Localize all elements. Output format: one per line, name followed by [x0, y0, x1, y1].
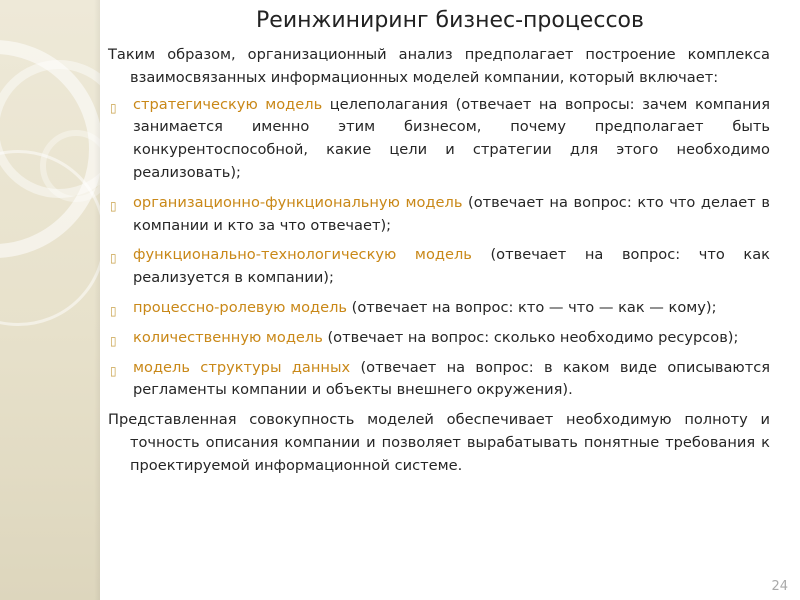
intro-paragraph: Таким образом, организационный анализ предполагает построение комплекса взаимосвязанных информационных моделей компании, который включает: — [108, 46, 770, 86]
list-item — [108, 244, 770, 290]
model-term: модель структуры данных — [133, 358, 351, 376]
model-term: организационно-функциональную модель — [133, 193, 463, 211]
slide-body — [108, 44, 770, 478]
model-term: стратегическую модель — [133, 95, 323, 113]
model-description: (отвечает на вопрос: кто — что — как — кому); — [347, 298, 717, 316]
list-item — [108, 357, 770, 403]
model-term: количественную модель — [133, 328, 323, 346]
bullet-icon: ▯ — [110, 363, 117, 378]
model-description: (отвечает на вопрос: что как реализуется в компании); — [133, 246, 770, 287]
model-description: (отвечает на вопрос: в каком виде описываются регламенты компании и объекты внешнего окружения). — [133, 358, 770, 399]
bullet-icon: ▯ — [110, 333, 117, 348]
sidebar-shadow — [94, 0, 100, 600]
list-item — [108, 192, 770, 238]
model-description: целеполагания (отвечает на вопросы: зачем компания занимается именно этим бизнесом, почему предполагает быть конкурентоспособной, какие цели и стратегии для этого необходимо реализовать); — [133, 95, 770, 181]
bullet-icon: ▯ — [110, 303, 117, 318]
model-description: (отвечает на вопрос: сколько необходимо ресурсов); — [322, 328, 739, 346]
page-number: 24 — [771, 579, 788, 594]
slide-title: Реинжиниринг бизнес-процессов — [256, 8, 644, 33]
model-list — [108, 94, 770, 403]
list-item — [108, 297, 770, 320]
bullet-icon: ▯ — [110, 251, 117, 266]
decorative-sidebar — [0, 0, 100, 600]
list-item — [108, 327, 770, 350]
bullet-icon: ▯ — [110, 100, 117, 115]
bullet-icon: ▯ — [110, 198, 117, 213]
conclusion-paragraph: Представленная совокупность моделей обеспечивает необходимую полноту и точность описания компании и позволяет вырабатывать понятные требования к проектируемой информационной системе. — [108, 411, 770, 474]
model-description: (отвечает на вопрос: кто что делает в компании и кто за что отвечает); — [133, 193, 770, 234]
model-term: функционально-технологическую модель — [133, 246, 472, 264]
model-term: процессно-ролевую модель — [133, 298, 348, 316]
list-item — [108, 94, 770, 185]
